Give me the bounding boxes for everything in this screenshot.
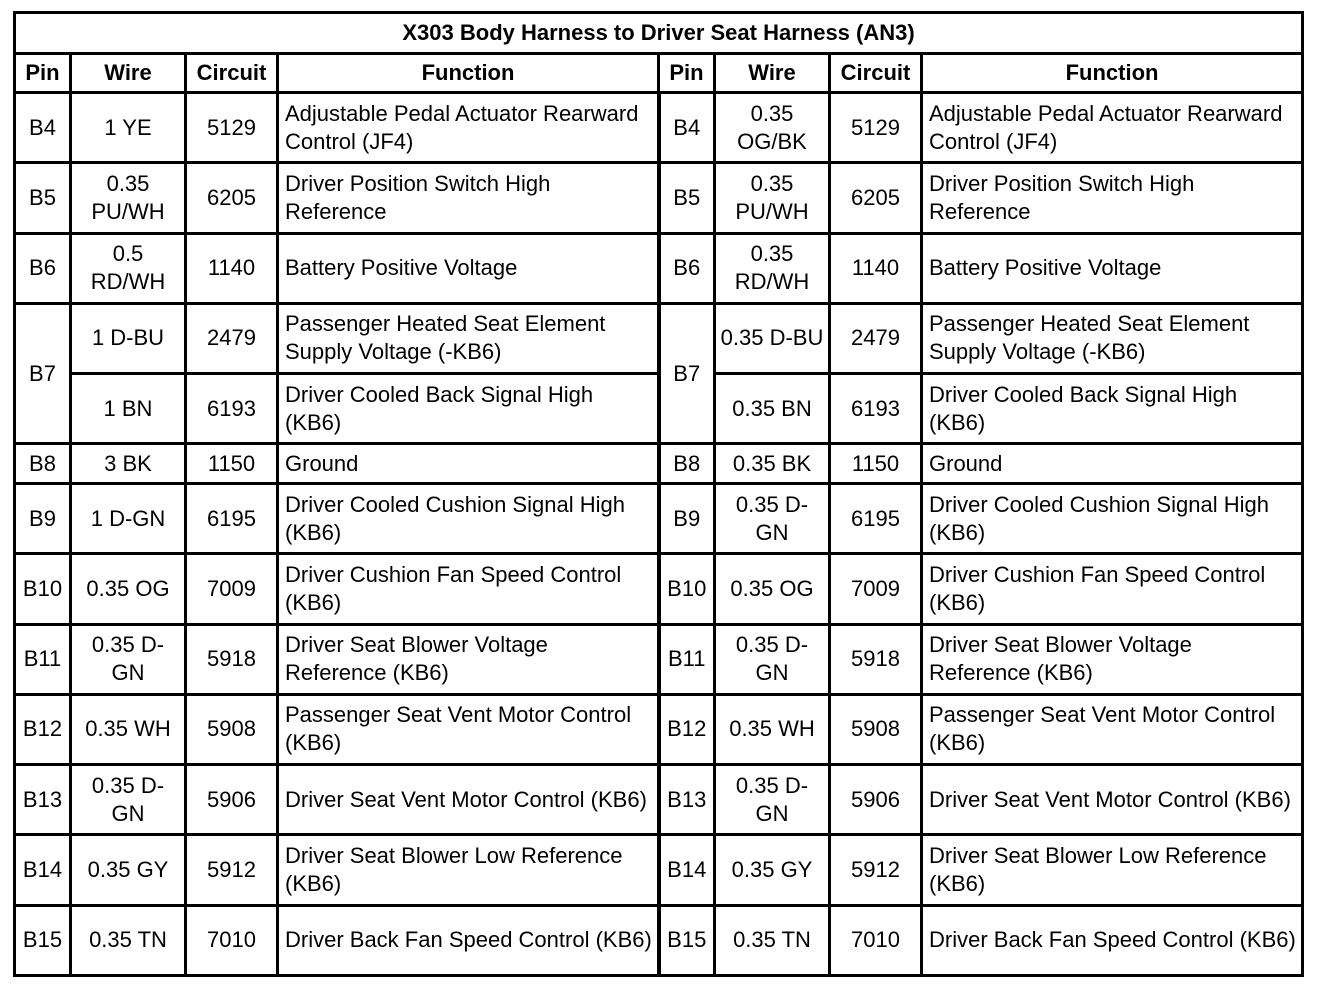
wire-cell: 0.35 D-GN — [715, 624, 830, 694]
function-cell: Driver Cooled Cushion Signal High (KB6) — [922, 484, 1303, 554]
function-cell: Battery Positive Voltage — [278, 233, 659, 303]
pin-cell: B14 — [15, 835, 71, 905]
pin-cell: B5 — [15, 163, 71, 233]
function-cell: Driver Seat Blower Voltage Reference (KB6) — [278, 624, 659, 694]
circuit-cell: 5908 — [830, 694, 922, 764]
table-row — [15, 163, 1303, 233]
function-cell: Passenger Heated Seat Element Supply Voltage (-KB6) — [922, 303, 1303, 373]
circuit-cell: 5912 — [830, 835, 922, 905]
pin-cell: B4 — [15, 93, 71, 163]
pin-cell: B8 — [659, 444, 715, 484]
wire-cell: 0.35 D-GN — [715, 484, 830, 554]
wire-cell: 0.35 BN — [715, 374, 830, 444]
header-function: Function — [922, 54, 1303, 93]
wire-cell: 0.35 D-GN — [71, 765, 186, 835]
function-cell: Driver Seat Blower Low Reference (KB6) — [922, 835, 1303, 905]
pin-cell: B5 — [659, 163, 715, 233]
function-cell: Driver Cushion Fan Speed Control (KB6) — [922, 554, 1303, 624]
wire-cell: 0.35 RD/WH — [715, 233, 830, 303]
function-cell: Passenger Seat Vent Motor Control (KB6) — [278, 694, 659, 764]
pin-cell: B7 — [659, 303, 715, 444]
wire-cell: 0.35 OG/BK — [715, 93, 830, 163]
circuit-cell: 5906 — [830, 765, 922, 835]
circuit-cell: 6193 — [830, 374, 922, 444]
circuit-cell: 6205 — [186, 163, 278, 233]
wire-cell: 0.35 WH — [71, 694, 186, 764]
function-cell: Driver Back Fan Speed Control (KB6) — [278, 905, 659, 975]
circuit-cell: 7010 — [186, 905, 278, 975]
pin-cell: B10 — [659, 554, 715, 624]
wire-cell: 0.35 D-GN — [71, 624, 186, 694]
circuit-cell: 7009 — [186, 554, 278, 624]
wire-cell: 1 D-GN — [71, 484, 186, 554]
function-cell: Driver Position Switch High Reference — [922, 163, 1303, 233]
function-cell: Adjustable Pedal Actuator Rearward Control (JF4) — [922, 93, 1303, 163]
circuit-cell: 5906 — [186, 765, 278, 835]
wire-cell: 0.35 GY — [715, 835, 830, 905]
circuit-cell: 5918 — [186, 624, 278, 694]
table-row — [15, 694, 1303, 764]
circuit-cell: 6195 — [830, 484, 922, 554]
pin-cell: B8 — [15, 444, 71, 484]
table-row — [15, 233, 1303, 303]
pin-cell: B10 — [15, 554, 71, 624]
table-row — [15, 905, 1303, 975]
header-pin: Pin — [15, 54, 71, 93]
function-cell: Driver Cushion Fan Speed Control (KB6) — [278, 554, 659, 624]
circuit-cell: 5129 — [830, 93, 922, 163]
circuit-cell: 6193 — [186, 374, 278, 444]
pin-cell: B11 — [659, 624, 715, 694]
circuit-cell: 5918 — [830, 624, 922, 694]
circuit-cell: 7010 — [830, 905, 922, 975]
pin-cell: B9 — [659, 484, 715, 554]
table-row — [15, 93, 1303, 163]
wire-cell: 0.35 D-BU — [715, 303, 830, 373]
pin-cell: B15 — [15, 905, 71, 975]
wire-cell: 0.35 PU/WH — [71, 163, 186, 233]
pin-cell: B13 — [659, 765, 715, 835]
pin-cell: B6 — [659, 233, 715, 303]
table-title: X303 Body Harness to Driver Seat Harness (AN3) — [15, 13, 1303, 54]
pin-cell: B7 — [15, 303, 71, 444]
wire-cell: 0.35 GY — [71, 835, 186, 905]
wire-cell: 0.35 OG — [715, 554, 830, 624]
pin-cell: B11 — [15, 624, 71, 694]
circuit-cell: 1150 — [186, 444, 278, 484]
function-cell: Adjustable Pedal Actuator Rearward Control (JF4) — [278, 93, 659, 163]
function-cell: Ground — [922, 444, 1303, 484]
pin-cell: B13 — [15, 765, 71, 835]
table-row — [15, 765, 1303, 835]
wire-cell: 0.35 TN — [71, 905, 186, 975]
function-cell: Passenger Seat Vent Motor Control (KB6) — [922, 694, 1303, 764]
circuit-cell: 2479 — [186, 303, 278, 373]
wire-cell: 0.35 OG — [71, 554, 186, 624]
table-row — [15, 624, 1303, 694]
circuit-cell: 5908 — [186, 694, 278, 764]
function-cell: Driver Cooled Cushion Signal High (KB6) — [278, 484, 659, 554]
wire-cell: 1 BN — [71, 374, 186, 444]
function-cell: Passenger Heated Seat Element Supply Voltage (-KB6) — [278, 303, 659, 373]
pin-cell: B12 — [659, 694, 715, 764]
table-row — [15, 303, 1303, 373]
header-circuit: Circuit — [186, 54, 278, 93]
wire-cell: 0.35 BK — [715, 444, 830, 484]
circuit-cell: 7009 — [830, 554, 922, 624]
table-row — [15, 444, 1303, 484]
function-cell: Driver Seat Vent Motor Control (KB6) — [922, 765, 1303, 835]
table-row — [15, 484, 1303, 554]
wire-cell: 0.35 WH — [715, 694, 830, 764]
function-cell: Driver Seat Blower Low Reference (KB6) — [278, 835, 659, 905]
circuit-cell: 6205 — [830, 163, 922, 233]
wire-cell: 1 YE — [71, 93, 186, 163]
function-cell: Driver Back Fan Speed Control (KB6) — [922, 905, 1303, 975]
function-cell: Driver Cooled Back Signal High (KB6) — [278, 374, 659, 444]
table-row — [15, 554, 1303, 624]
circuit-cell: 5912 — [186, 835, 278, 905]
pin-cell: B6 — [15, 233, 71, 303]
pin-cell: B9 — [15, 484, 71, 554]
header-function: Function — [278, 54, 659, 93]
function-cell: Driver Cooled Back Signal High (KB6) — [922, 374, 1303, 444]
pin-cell: B4 — [659, 93, 715, 163]
header-pin: Pin — [659, 54, 715, 93]
wire-cell: 0.35 D-GN — [715, 765, 830, 835]
header-circuit: Circuit — [830, 54, 922, 93]
wire-cell: 3 BK — [71, 444, 186, 484]
function-cell: Battery Positive Voltage — [922, 233, 1303, 303]
circuit-cell: 2479 — [830, 303, 922, 373]
function-cell: Driver Position Switch High Reference — [278, 163, 659, 233]
wire-cell: 0.35 TN — [715, 905, 830, 975]
circuit-cell: 1140 — [830, 233, 922, 303]
function-cell: Driver Seat Vent Motor Control (KB6) — [278, 765, 659, 835]
circuit-cell: 1150 — [830, 444, 922, 484]
circuit-cell: 1140 — [186, 233, 278, 303]
function-cell: Ground — [278, 444, 659, 484]
function-cell: Driver Seat Blower Voltage Reference (KB6) — [922, 624, 1303, 694]
pin-cell: B14 — [659, 835, 715, 905]
wire-cell: 1 D-BU — [71, 303, 186, 373]
table-row — [15, 835, 1303, 905]
circuit-cell: 5129 — [186, 93, 278, 163]
connector-table — [13, 11, 1304, 977]
wire-cell: 0.5 RD/WH — [71, 233, 186, 303]
circuit-cell: 6195 — [186, 484, 278, 554]
header-wire: Wire — [715, 54, 830, 93]
wire-cell: 0.35 PU/WH — [715, 163, 830, 233]
pin-cell: B15 — [659, 905, 715, 975]
pin-cell: B12 — [15, 694, 71, 764]
header-wire: Wire — [71, 54, 186, 93]
